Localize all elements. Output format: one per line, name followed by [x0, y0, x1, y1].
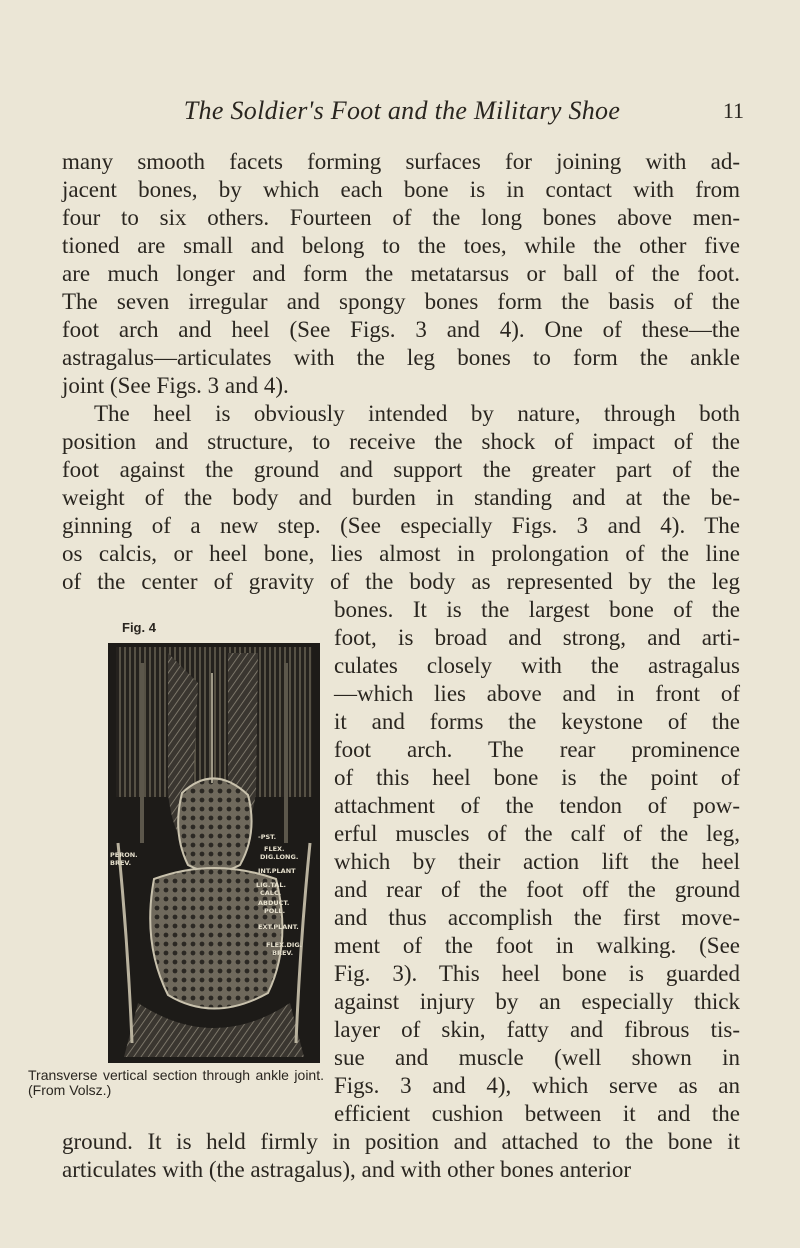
body-line: of the center of gravity of the body as represented by the leg [62, 569, 740, 594]
figure-annotation: POLL. [264, 907, 286, 915]
figure-annotation: PERON. [110, 851, 138, 859]
body-line: position and structure, to receive the shock of impact of the [62, 429, 740, 454]
body-line: astragalus—articulates with the leg bones to form the ankle [62, 345, 740, 370]
body-line: The heel is obviously intended by nature, through both [94, 401, 740, 426]
figure-annotation: DIG.LONG. [260, 853, 299, 861]
figure-annotation: LIG.TAL. [256, 881, 286, 889]
body-line: jacent bones, by which each bone is in contact with from [62, 177, 740, 202]
body-line: foot arch. The rear prominence [334, 737, 740, 762]
running-header [62, 96, 742, 132]
body-line: it and forms the keystone of the [334, 709, 740, 734]
body-line: tioned are small and belong to the toes, while the other five [62, 233, 740, 258]
body-line: are much longer and form the metatarsus or ball of the foot. [62, 261, 740, 286]
body-line: weight of the body and burden in standing and at the be- [62, 485, 740, 510]
ankle-section-figure [108, 643, 320, 1063]
running-title: The Soldier's Foot and the Military Shoe [183, 96, 621, 125]
body-line: ginning of a new step. (See especially Figs. 3 and 4). The [62, 513, 740, 538]
body-line: efficient cushion between it and the [334, 1101, 740, 1126]
body-line: os calcis, or heel bone, lies almost in prolongation of the line [62, 541, 740, 566]
figure-label: Fig. 4 [122, 620, 156, 635]
body-line: many smooth facets forming surfaces for joining with ad- [62, 149, 740, 174]
body-line: sue and muscle (well shown in [334, 1045, 740, 1070]
figure-annotation: EXT.PLANT. [258, 923, 299, 931]
body-line: ground. It is held firmly in position and attached to the bone it [62, 1129, 740, 1154]
body-line: and rear of the foot off the ground [334, 877, 740, 902]
ankle-section-illustration [108, 643, 320, 1063]
figure-annotation: FLEX. [264, 845, 285, 853]
body-line: —which lies above and in front of [334, 681, 740, 706]
figure-annotation: INT.PLANT [258, 867, 296, 875]
figure-annotation: BREV. [272, 949, 294, 957]
body-line: and thus accomplish the first move- [334, 905, 740, 930]
body-line: layer of skin, fatty and fibrous tis- [334, 1017, 740, 1042]
body-line: foot arch and heel (See Figs. 3 and 4). One of these—the [62, 317, 740, 342]
body-line: articulates with (the astragalus), and with other bones anterior [62, 1157, 632, 1182]
figure-annotation: FLEX.DIG. [266, 941, 303, 949]
body-line: bones. It is the largest bone of the [334, 597, 740, 622]
body-line: culates closely with the astragalus [334, 653, 740, 678]
body-line: foot, is broad and strong, and arti- [334, 625, 740, 650]
figure-annotation: ABDUCT. [258, 899, 290, 907]
body-line: which by their action lift the heel [334, 849, 740, 874]
body-line: foot against the ground and support the greater part of the [62, 457, 740, 482]
figure-annotation: CALC. [260, 889, 282, 897]
page-number: 11 [722, 98, 744, 123]
body-line: Figs. 3 and 4), which serve as an [334, 1073, 740, 1098]
body-line: The seven irregular and spongy bones form the basis of the [62, 289, 740, 314]
body-line: ment of the foot in walking. (See [334, 933, 740, 958]
body-line: joint (See Figs. 3 and 4). [62, 373, 289, 398]
body-line: against injury by an especially thick [334, 989, 740, 1014]
body-line: attachment of the tendon of pow- [334, 793, 740, 818]
figure-annotation: -PST. [258, 833, 277, 841]
body-line: erful muscles of the calf of the leg, [334, 821, 740, 846]
figure-caption: Transverse vertical section through ankle joint. (From Volsz.) [28, 1067, 324, 1098]
figure-annotation: BREV. [110, 859, 132, 867]
body-line: of this heel bone is the point of [334, 765, 740, 790]
body-line: Fig. 3). This heel bone is guarded [334, 961, 740, 986]
body-line: four to six others. Fourteen of the long bones above men- [62, 205, 740, 230]
